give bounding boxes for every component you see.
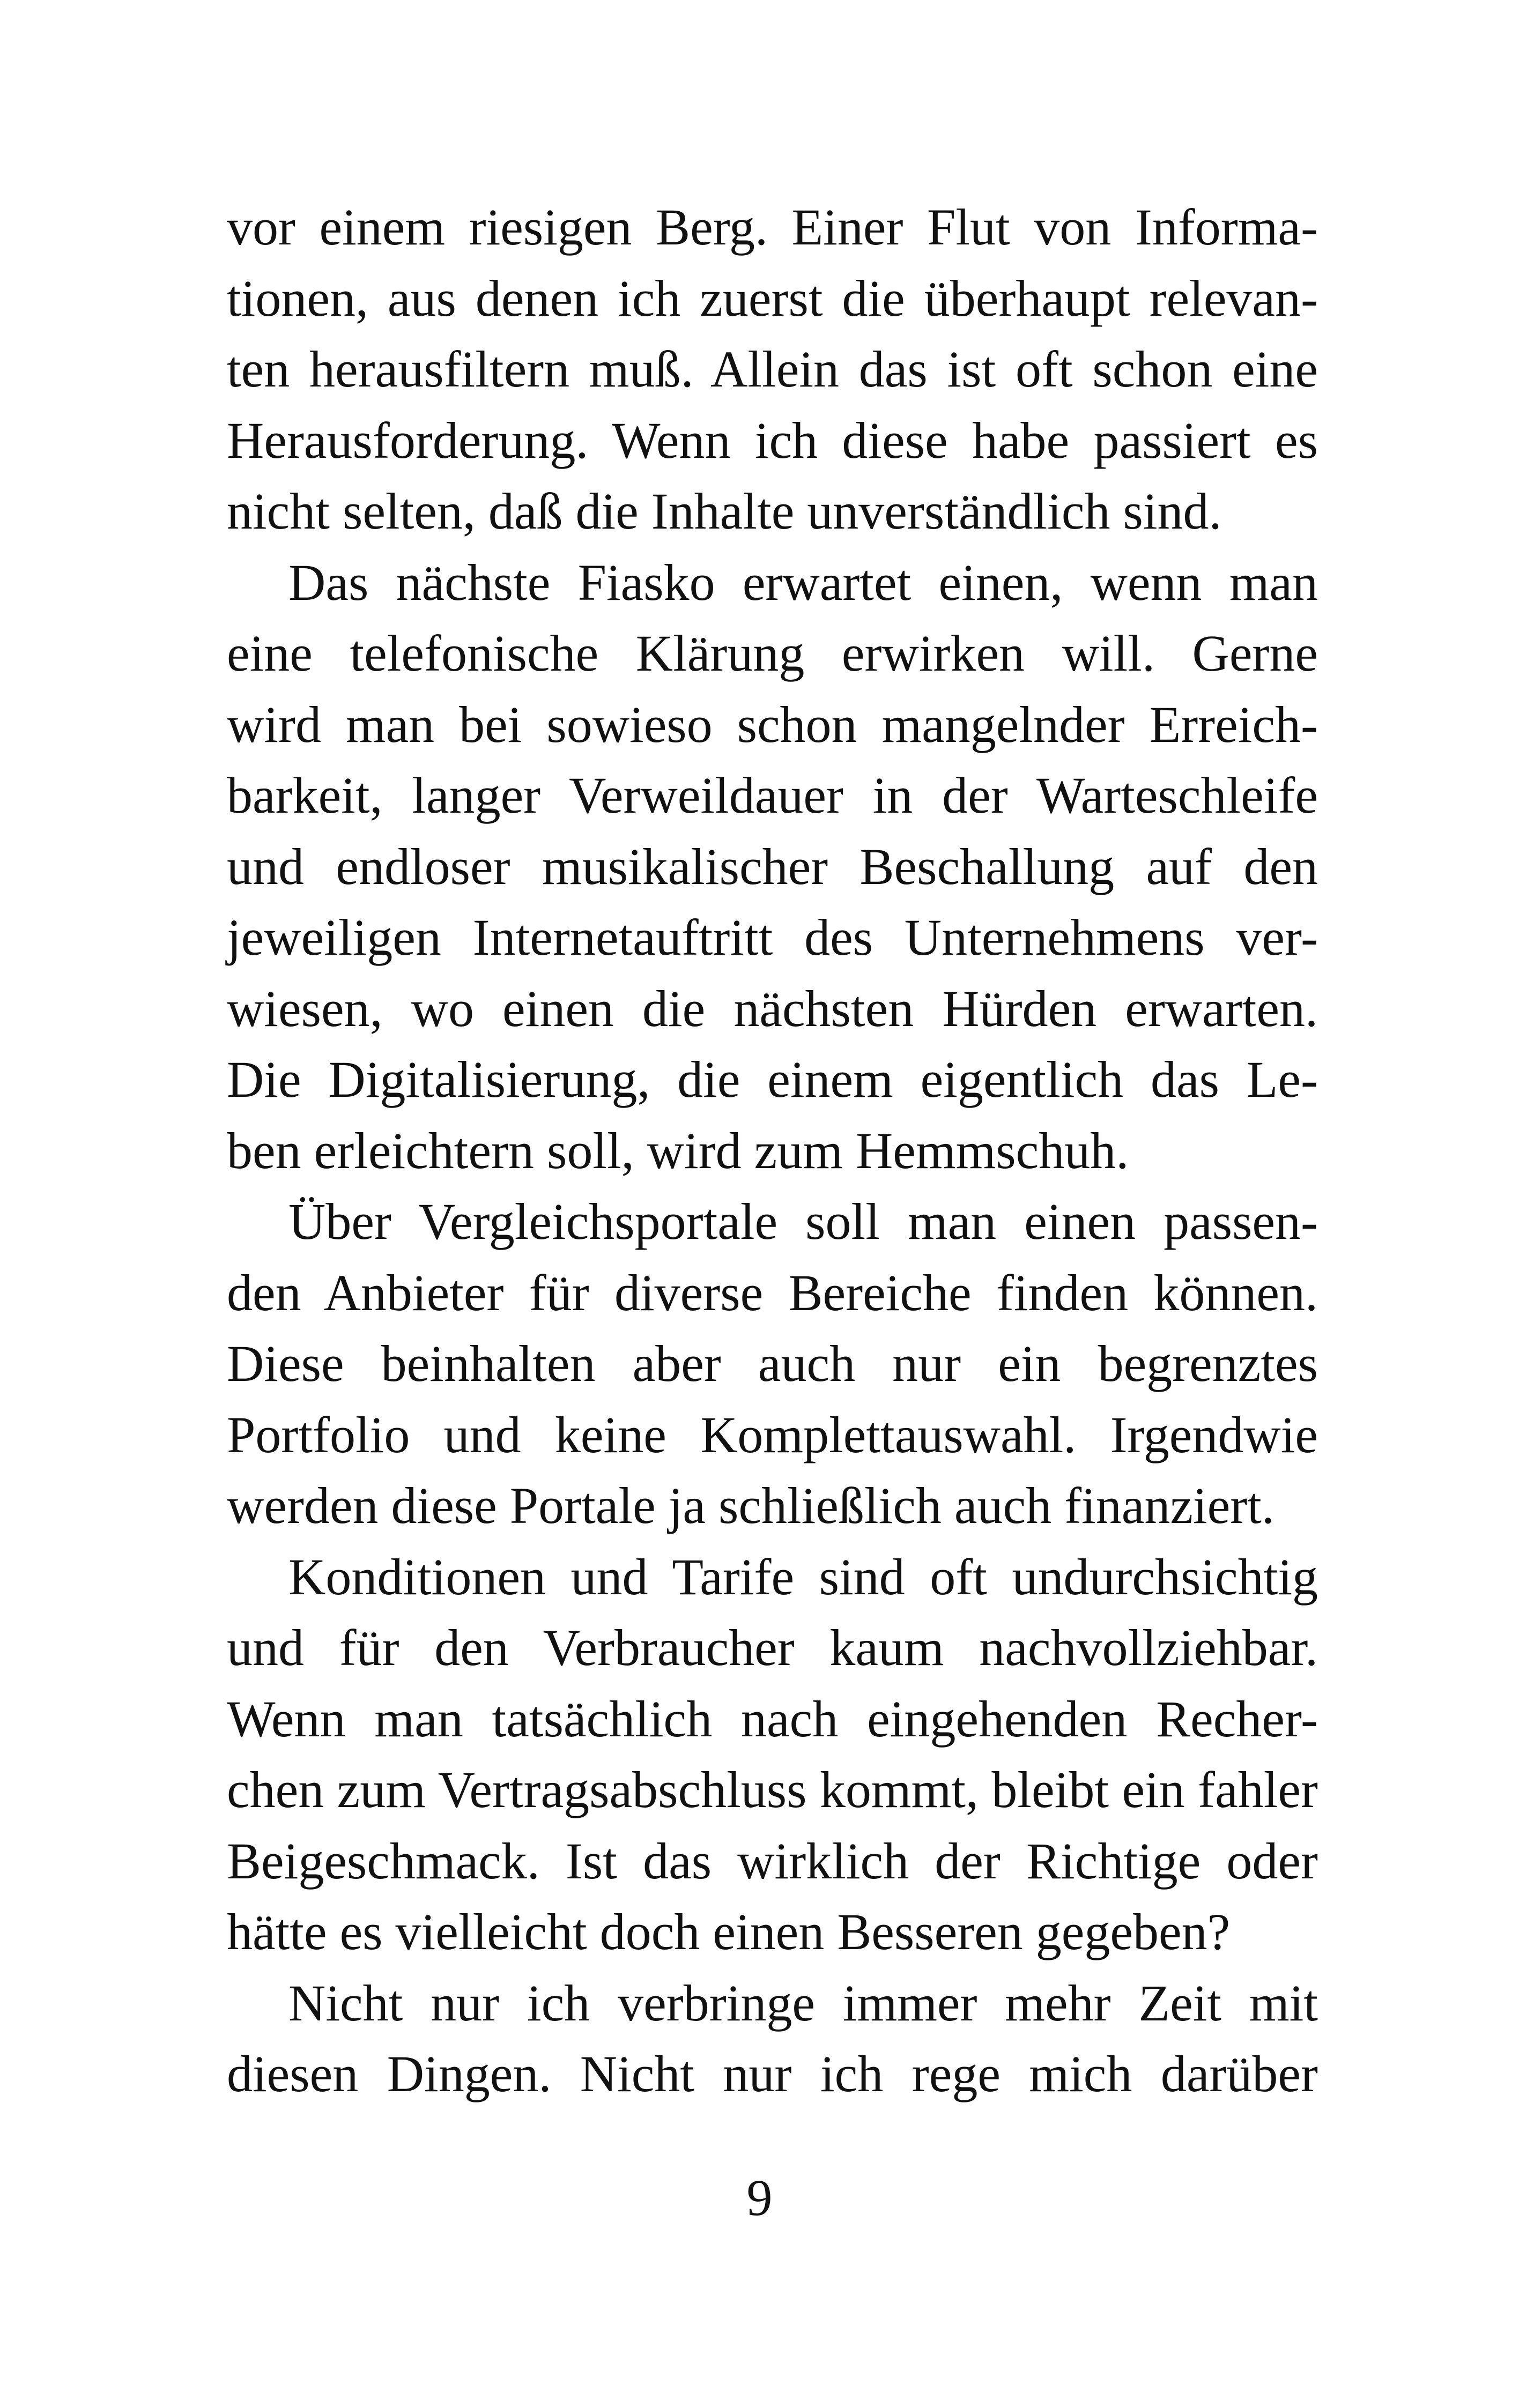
text-line: tionen, aus denen ich zuerst die überhaupt relevan- (227, 269, 1318, 327)
text-line: Wenn man tatsächlich nach eingehenden Recher- (227, 1690, 1318, 1748)
text-line: werden diese Portale ja schließlich auch finanziert. (227, 1477, 1275, 1534)
text-line: eine telefonische Klärung erwirken will. Gerne (227, 625, 1318, 682)
text-line: Die Digitalisierung, die einem eigentlich das Le- (227, 1051, 1318, 1108)
text-line: vor einem riesigen Berg. Einer Flut von Informa- (227, 198, 1318, 256)
text-line: Über Vergleichsportale soll man einen passen- (288, 1193, 1318, 1250)
text-line: wird man bei sowieso schon mangelnder Erreich- (227, 695, 1318, 753)
text-line: den Anbieter für diverse Bereiche finden können. (227, 1264, 1318, 1321)
text-line: Konditionen und Tarife sind oft undurchsichtig (288, 1548, 1318, 1606)
page-number: 9 (746, 2169, 773, 2226)
text-line: Beigeschmack. Ist das wirklich der Richtige oder (227, 1832, 1318, 1890)
text-line: und für den Verbraucher kaum nachvollziehbar. (227, 1619, 1318, 1676)
text-line: jeweiligen Internetauftritt des Unternehmens ver- (227, 909, 1318, 966)
text-line: chen zum Vertragsabschluss kommt, bleibt ein fahler (227, 1761, 1318, 1818)
text-line: Herausforderung. Wenn ich diese habe passiert es (227, 411, 1318, 469)
text-line: nicht selten, daß die Inhalte unverständlich sind. (227, 482, 1222, 540)
text-line: wiesen, wo einen die nächsten Hürden erwarten. (227, 979, 1318, 1037)
text-line: hätte es vielleicht doch einen Besseren gegeben? (227, 1903, 1231, 1960)
text-line: Diese beinhalten aber auch nur ein begrenztes (227, 1335, 1318, 1392)
text-line: barkeit, langer Verweildauer in der Warteschleife (227, 767, 1318, 824)
text-line: Nicht nur ich verbringe immer mehr Zeit mit (288, 1974, 1318, 2032)
text-line: ben erleichtern soll, wird zum Hemmschuh. (227, 1121, 1129, 1179)
text-line: ten herausfiltern muß. Allein das ist oft schon eine (227, 340, 1318, 398)
text-line: diesen Dingen. Nicht nur ich rege mich darüber (227, 2045, 1318, 2102)
text-line: Portfolio und keine Komplettauswahl. Irgendwie (227, 1406, 1318, 1463)
body-text (227, 192, 1318, 2110)
text-line: Das nächste Fiasko erwartet einen, wenn man (288, 553, 1318, 611)
text-line: und endloser musikalischer Beschallung auf den (227, 837, 1318, 895)
